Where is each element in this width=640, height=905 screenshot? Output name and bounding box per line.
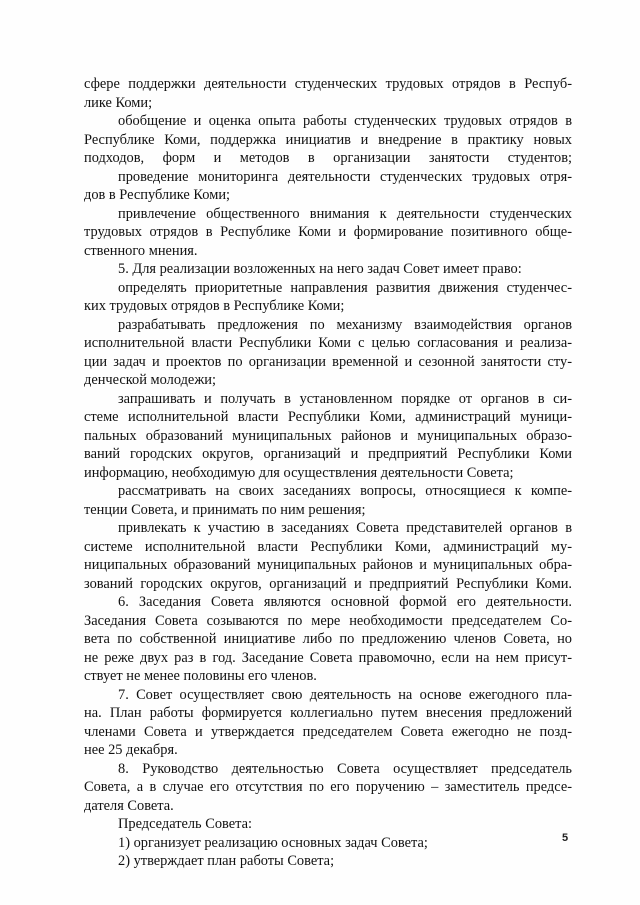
text-line: запрашивать и получать в установленном порядке от органов в си- [118, 390, 572, 407]
text-line: подходов, форм и методов в организации занятости студентов; [84, 150, 572, 166]
document-body [84, 75, 572, 871]
text-line: ции задач и проектов по организации временной и сезонной занятости сту- [84, 353, 572, 370]
text-line: нее 25 декабря. [84, 742, 178, 758]
text-line: ственного мнения. [84, 242, 198, 259]
text-line: 6. Заседания Совета являются основной формой его деятельности. [118, 594, 572, 610]
text-line: не реже двух раз в год. Заседание Совета правомочно, если на нем присут- [84, 649, 572, 666]
text-line: исполнительной власти Республики Коми с целью согласования и реализа- [84, 335, 572, 351]
text-line: разрабатывать предложения по механизму взаимодействия органов [118, 316, 572, 333]
text-line: обобщение и оценка опыта работы студенческих трудовых отрядов в [118, 113, 572, 129]
text-line: 1) организует реализацию основных задач Совета; [118, 834, 428, 851]
text-line: Республике Коми, поддержка инициатив и внедрение в практику новых [84, 131, 572, 148]
text-line: Председатель Совета: [118, 816, 252, 832]
text-line: сфере поддержки деятельности студенческих трудовых отрядов в Респуб- [84, 76, 572, 92]
text-line: системе исполнительной власти Республики Коми, администраций му- [84, 538, 572, 555]
text-line: 7. Совет осуществляет свою деятельность на основе ежегодного пла- [118, 686, 572, 703]
text-line: информацию, необходимую для осуществления деятельности Совета; [84, 464, 514, 481]
page-number: 5 [562, 832, 569, 844]
text-line: 5. Для реализации возложенных на него задач Совет имеет право: [118, 261, 522, 277]
text-line: Совета, а в случае его отсутствия по его поручению – заместитель предсе- [84, 779, 572, 795]
text-line: ких трудовых отрядов в Республике Коми; [84, 298, 345, 314]
text-line: зований городских округов, организаций и предприятий Республики Коми. [84, 575, 572, 592]
text-line: Заседания Совета созываются по мере необходимости председателем Со- [84, 612, 572, 629]
text-line: дов в Республике Коми; [84, 187, 231, 203]
text-line: ниципальных образований муниципальных районов и муниципальных обра- [84, 557, 572, 573]
text-line: лике Коми; [84, 94, 153, 111]
text-line: членами Совета и утверждается председателем Совета ежегодно не позд- [84, 723, 572, 740]
text-line: 2) утверждает план работы Совета; [118, 853, 335, 869]
text-line: тенции Совета, и принимать по ним решения; [84, 501, 366, 518]
text-line: привлечение общественного внимания к деятельности студенческих [118, 205, 572, 222]
text-line: ваний городских округов, организаций и предприятий Республики Коми [84, 446, 572, 462]
text-line: дателя Совета. [84, 797, 174, 814]
text-line: определять приоритетные направления развития движения студенчес- [118, 279, 572, 296]
text-line: 8. Руководство деятельностью Совета осуществляет председатель [118, 760, 572, 777]
text-line: на. План работы формируется коллегиально путем внесения предложений [84, 705, 572, 721]
text-line: стеме исполнительной власти Республики Коми, администраций муници- [84, 409, 572, 425]
text-line: привлекать к участию в заседаниях Совета представителей органов в [118, 520, 572, 536]
text-line: трудовых отрядов в Республике Коми и формирование позитивного обще- [84, 224, 572, 240]
text-line: пальных образований муниципальных районов и муниципальных образо- [84, 427, 572, 444]
text-line: рассматривать на своих заседаниях вопросы, относящиеся к компе- [118, 483, 572, 499]
text-line: проведение мониторинга деятельности студенческих трудовых отря- [118, 168, 572, 185]
text-line: денческой молодежи; [84, 372, 216, 388]
text-line: вета по собственной инициативе либо по предложению членов Совета, но [84, 631, 572, 647]
text-line: ствует не менее половины его членов. [84, 668, 317, 684]
